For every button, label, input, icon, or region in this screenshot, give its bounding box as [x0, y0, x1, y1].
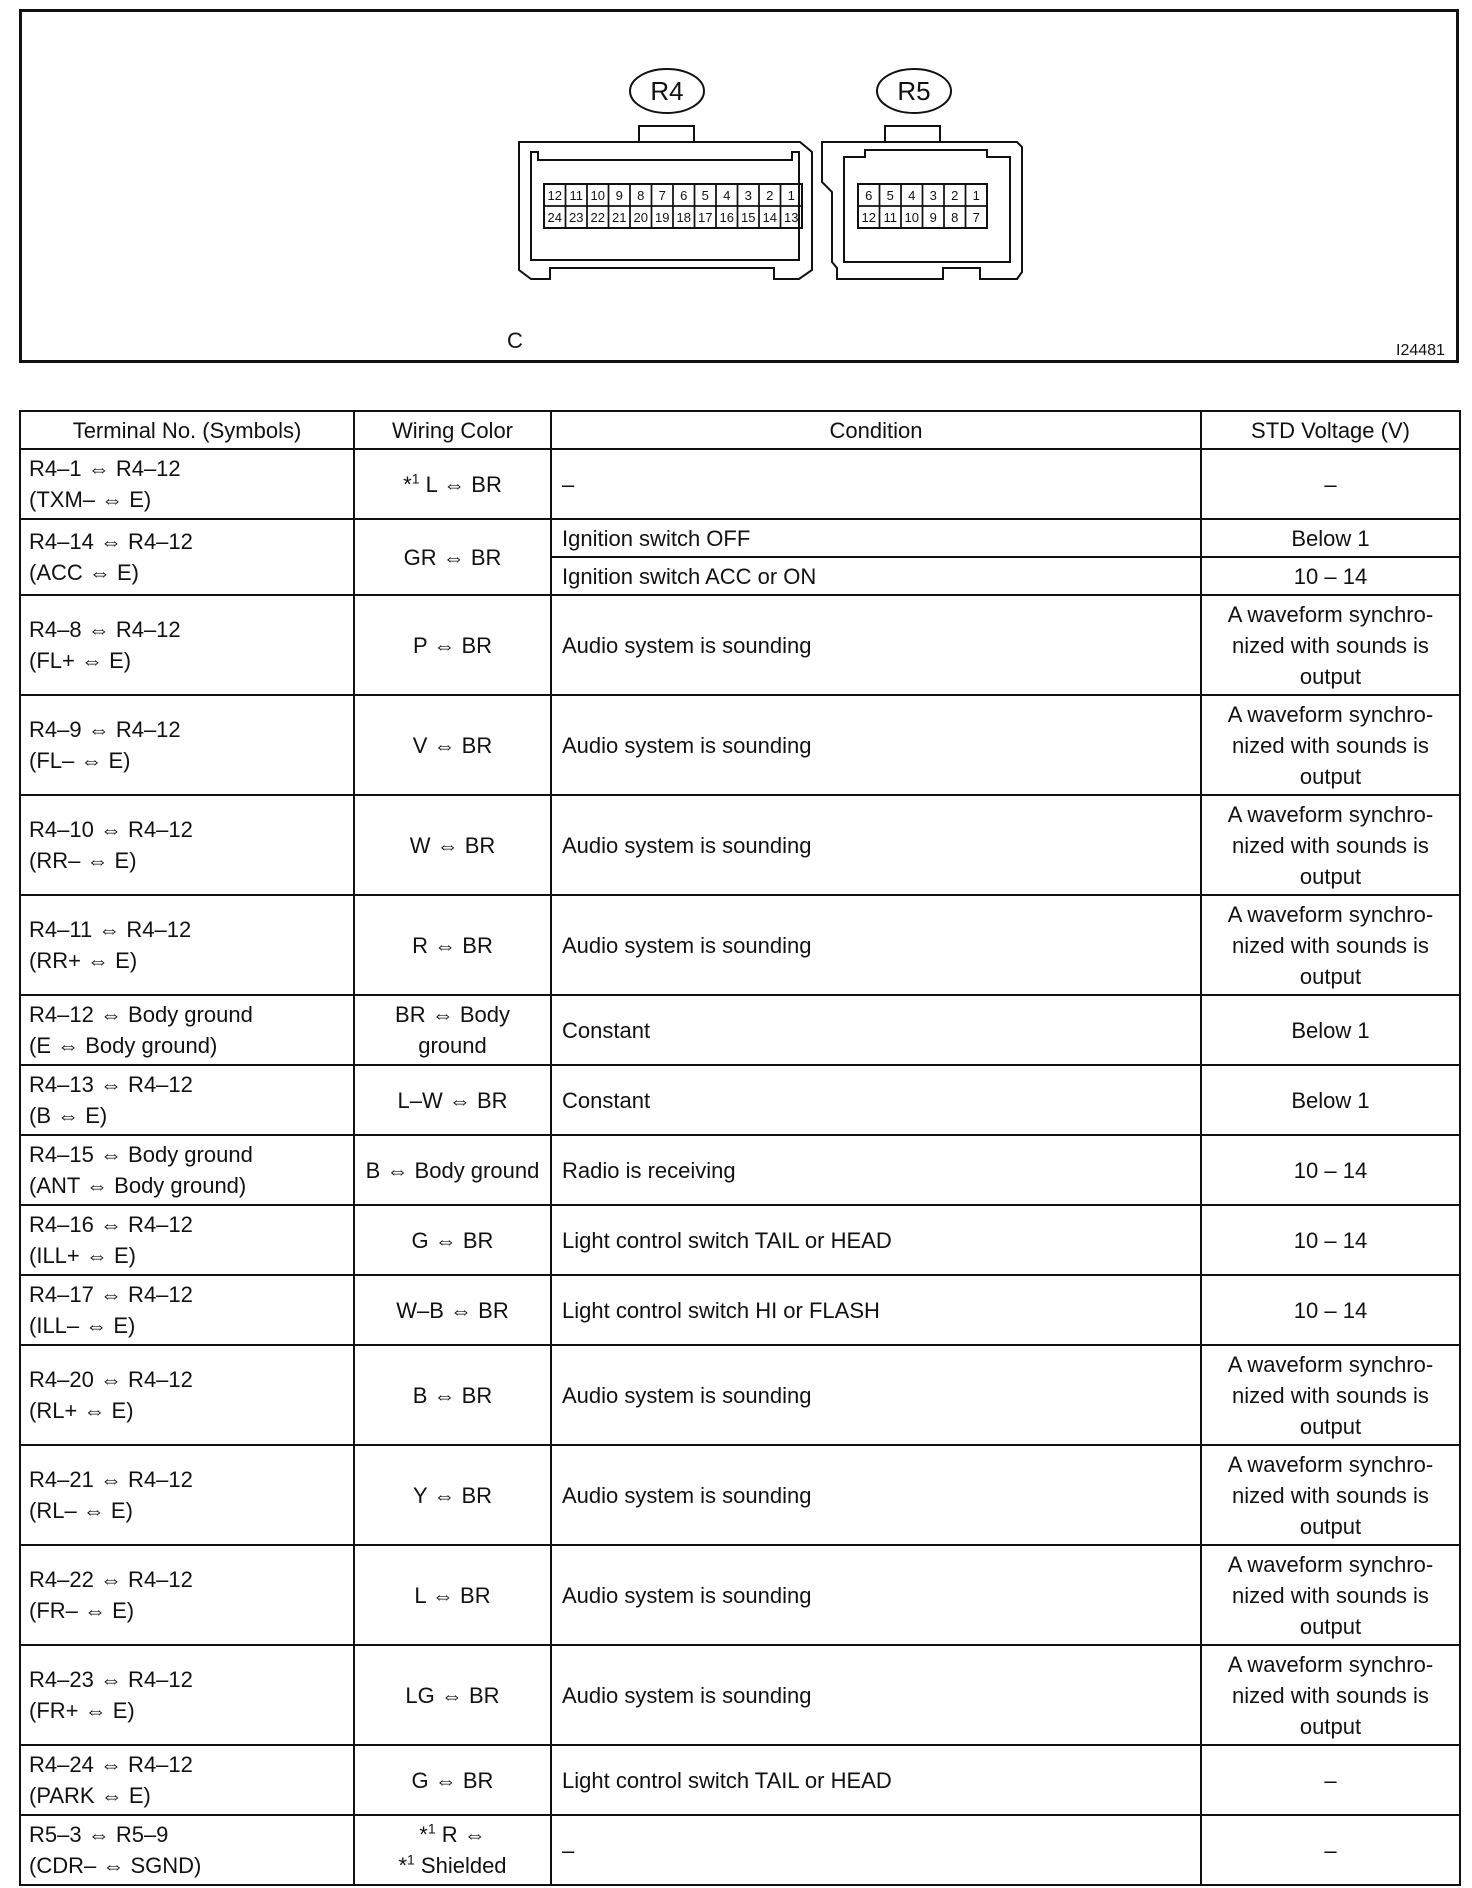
voltage-line: nized with sounds is: [1232, 1682, 1429, 1708]
condition-cell: Constant: [551, 1065, 1201, 1135]
terminal-text: R4–11 ⇔ R4–12: [29, 917, 192, 942]
std-voltage-cell: [1201, 795, 1460, 895]
terminal-cell: [20, 1135, 354, 1205]
pin-number: 6: [680, 188, 688, 203]
pin-number: 8: [951, 210, 959, 225]
terminal-text: R4–16 ⇔ R4–12: [29, 1212, 193, 1237]
pin-number: 2: [951, 188, 959, 203]
pin-number: 22: [590, 210, 605, 225]
condition-cell: Audio system is sounding: [551, 1645, 1201, 1745]
pin-number: 10: [904, 210, 919, 225]
pin-number: 16: [719, 210, 734, 225]
condition-cell: Audio system is sounding: [551, 1345, 1201, 1445]
condition-cell: Radio is receiving: [551, 1135, 1201, 1205]
pin-number: 13: [784, 210, 799, 225]
terminal-text: R4–12 ⇔ Body ground: [29, 1002, 253, 1027]
header-condition: Condition: [551, 411, 1201, 449]
condition-cell: Audio system is sounding: [551, 695, 1201, 795]
terminal-cell: [20, 595, 354, 695]
table-row: [20, 449, 1460, 519]
voltage-line: nized with sounds is: [1232, 832, 1429, 858]
table-row: [20, 1345, 1460, 1445]
terminal-cell: [20, 995, 354, 1065]
pin-number: 6: [865, 188, 873, 203]
std-voltage-cell: [1201, 895, 1460, 995]
voltage-line: output: [1299, 763, 1362, 789]
wiring-color-text: *$^1$ Shielded: [398, 1851, 507, 1878]
terminal-text: (RR– ⇔ E): [29, 848, 137, 873]
pin-number: 3: [744, 188, 752, 203]
terminal-text: R4–14 ⇔ R4–12: [29, 529, 193, 554]
wiring-color-text: G ⇔ BR: [411, 1767, 494, 1793]
condition-cell: Audio system is sounding: [551, 895, 1201, 995]
terminal-text: (FL+ ⇔ E): [29, 648, 132, 673]
condition-cell: Light control switch TAIL or HEAD: [551, 1745, 1201, 1815]
terminal-cell: [20, 795, 354, 895]
condition-cell: Light control switch HI or FLASH: [551, 1275, 1201, 1345]
terminal-text: (FR– ⇔ E): [29, 1598, 135, 1623]
wiring-color-cell: [354, 1275, 551, 1345]
pin-number: 5: [886, 188, 894, 203]
wiring-color-text: *$^1$ R ⇔: [419, 1820, 486, 1847]
pin-number: 11: [569, 188, 583, 203]
terminal-text: (FR+ ⇔ E): [29, 1698, 135, 1723]
voltage-line: A waveform synchro-: [1227, 1351, 1434, 1377]
table-row: [20, 1815, 1460, 1885]
wiring-color-text: BR ⇔ Body: [395, 1002, 510, 1027]
pin-number: 3: [929, 188, 937, 203]
std-voltage-cell: –: [1201, 1745, 1460, 1815]
table-row: [20, 695, 1460, 795]
wiring-color-text: *$^1$ L ⇔ BR: [403, 470, 502, 497]
connector-drawing: [22, 12, 1462, 366]
wiring-color-cell: [354, 795, 551, 895]
condition-cell: Light control switch TAIL or HEAD: [551, 1205, 1201, 1275]
table-row: [20, 1135, 1460, 1205]
terminal-voltage-table: [19, 410, 1461, 1886]
terminal-text: R4–20 ⇔ R4–12: [29, 1367, 193, 1392]
condition-cell: Audio system is sounding: [551, 1545, 1201, 1645]
terminal-text: R4–23 ⇔ R4–12: [29, 1667, 193, 1692]
terminal-cell: [20, 1815, 354, 1885]
std-voltage-cell: [1201, 1445, 1460, 1545]
terminal-cell: [20, 1275, 354, 1345]
wiring-color-text: GR ⇔ BR: [403, 544, 502, 570]
condition-cell: Constant: [551, 995, 1201, 1065]
voltage-line: nized with sounds is: [1232, 1382, 1429, 1408]
wiring-color-text: L ⇔ BR: [414, 1582, 491, 1608]
wiring-color-cell: [354, 519, 551, 595]
terminal-text: (B ⇔ E): [29, 1103, 108, 1128]
wiring-color-text: ground: [418, 1033, 487, 1058]
pin-number: 7: [658, 188, 666, 203]
pin-number: 14: [762, 210, 777, 225]
voltage-line: output: [1299, 1613, 1362, 1639]
header-wiring-color: Wiring Color: [354, 411, 551, 449]
voltage-line: A waveform synchro-: [1227, 1551, 1434, 1577]
terminal-text: (FL– ⇔ E): [29, 748, 131, 773]
terminal-text: R4–10 ⇔ R4–12: [29, 817, 193, 842]
pin-number: 17: [698, 210, 713, 225]
connector-label: R4: [650, 76, 684, 106]
table-row: [20, 895, 1460, 995]
terminal-cell: [20, 895, 354, 995]
pin-number: 21: [612, 210, 627, 225]
pin-number: 10: [590, 188, 605, 203]
terminal-text: R4–21 ⇔ R4–12: [29, 1467, 193, 1492]
wiring-color-text: G ⇔ BR: [411, 1227, 494, 1253]
table-row: [20, 519, 1460, 557]
condition-cell: Ignition switch ACC or ON: [551, 557, 1201, 595]
terminal-text: R4–17 ⇔ R4–12: [29, 1282, 193, 1307]
wiring-color-cell: [354, 1065, 551, 1135]
wiring-color-cell: [354, 449, 551, 519]
std-voltage-cell: [1201, 1545, 1460, 1645]
wiring-color-text: W–B ⇔ BR: [396, 1297, 509, 1323]
std-voltage-cell: –: [1201, 449, 1460, 519]
terminal-text: (ILL– ⇔ E): [29, 1313, 136, 1338]
table-row: [20, 1205, 1460, 1275]
wiring-color-cell: [354, 1645, 551, 1745]
voltage-line: nized with sounds is: [1232, 632, 1429, 658]
wiring-color-cell: [354, 1545, 551, 1645]
wiring-color-cell: [354, 1205, 551, 1275]
diagram-view-label: C: [507, 328, 523, 353]
terminal-text: (RL+ ⇔ E): [29, 1398, 134, 1423]
condition-cell: –: [551, 449, 1201, 519]
voltage-line: A waveform synchro-: [1227, 801, 1434, 827]
table-row: [20, 595, 1460, 695]
voltage-line: nized with sounds is: [1232, 1582, 1429, 1608]
terminal-cell: [20, 519, 354, 595]
condition-cell: Ignition switch OFF: [551, 519, 1201, 557]
connector-r5-latch: [885, 126, 940, 142]
terminal-text: (ACC ⇔ E): [29, 560, 139, 585]
terminal-text: R4–9 ⇔ R4–12: [29, 717, 181, 742]
wiring-color-cell: [354, 895, 551, 995]
voltage-line: nized with sounds is: [1232, 932, 1429, 958]
terminal-cell: [20, 1645, 354, 1745]
std-voltage-cell: [1201, 1645, 1460, 1745]
terminal-cell: [20, 1545, 354, 1645]
voltage-line: A waveform synchro-: [1227, 1451, 1434, 1477]
pin-number: 20: [633, 210, 648, 225]
std-voltage-cell: Below 1: [1201, 1065, 1460, 1135]
std-voltage-cell: [1201, 1345, 1460, 1445]
voltage-line: output: [1299, 1413, 1362, 1439]
terminal-text: (ANT ⇔ Body ground): [29, 1173, 247, 1198]
table-row: [20, 1645, 1460, 1745]
terminal-cell: [20, 695, 354, 795]
std-voltage-cell: –: [1201, 1815, 1460, 1885]
terminal-text: R5–3 ⇔ R5–9: [29, 1822, 169, 1847]
terminal-cell: [20, 1065, 354, 1135]
wiring-color-text: B ⇔ BR: [412, 1382, 493, 1408]
voltage-line: A waveform synchro-: [1227, 601, 1434, 627]
wiring-color-cell: [354, 1815, 551, 1885]
header-std-voltage: STD Voltage (V): [1201, 411, 1460, 449]
wiring-color-cell: [354, 995, 551, 1065]
std-voltage-cell: 10 – 14: [1201, 1135, 1460, 1205]
terminal-text: (RL– ⇔ E): [29, 1498, 133, 1523]
wiring-color-text: L–W ⇔ BR: [397, 1087, 508, 1113]
pin-number: 19: [655, 210, 670, 225]
condition-cell: –: [551, 1815, 1201, 1885]
wiring-color-cell: [354, 595, 551, 695]
wiring-color-cell: [354, 1135, 551, 1205]
pin-number: 12: [861, 210, 876, 225]
std-voltage-cell: 10 – 14: [1201, 557, 1460, 595]
std-voltage-cell: [1201, 595, 1460, 695]
voltage-line: output: [1299, 963, 1362, 989]
terminal-text: R4–13 ⇔ R4–12: [29, 1072, 193, 1097]
terminal-text: (RR+ ⇔ E): [29, 948, 138, 973]
terminal-cell: [20, 1345, 354, 1445]
std-voltage-cell: 10 – 14: [1201, 1205, 1460, 1275]
terminal-text: (E ⇔ Body ground): [29, 1033, 218, 1058]
terminal-cell: [20, 449, 354, 519]
figure-id: I24481: [1396, 342, 1445, 359]
pin-number: 24: [547, 210, 562, 225]
pin-number: 5: [701, 188, 709, 203]
voltage-line: output: [1299, 1513, 1362, 1539]
pin-number: 4: [908, 188, 916, 203]
table-row: [20, 995, 1460, 1065]
condition-cell: Audio system is sounding: [551, 1445, 1201, 1545]
wiring-color-cell: [354, 1745, 551, 1815]
condition-cell: Audio system is sounding: [551, 595, 1201, 695]
table-row: [20, 1065, 1460, 1135]
std-voltage-cell: 10 – 14: [1201, 1275, 1460, 1345]
voltage-line: nized with sounds is: [1232, 732, 1429, 758]
terminal-text: R4–8 ⇔ R4–12: [29, 617, 181, 642]
voltage-line: A waveform synchro-: [1227, 701, 1434, 727]
terminal-text: R4–1 ⇔ R4–12: [29, 456, 181, 481]
wiring-color-text: P ⇔ BR: [412, 632, 493, 658]
connector-label: R5: [897, 76, 931, 106]
table-row: [20, 1275, 1460, 1345]
pin-number: 2: [766, 188, 774, 203]
terminal-cell: [20, 1205, 354, 1275]
wiring-color-text: W ⇔ BR: [409, 832, 496, 858]
terminal-text: R4–24 ⇔ R4–12: [29, 1752, 193, 1777]
table-row: [20, 1745, 1460, 1815]
voltage-line: A waveform synchro-: [1227, 901, 1434, 927]
pin-number: 23: [569, 210, 584, 225]
table-row: [20, 1445, 1460, 1545]
wiring-color-text: LG ⇔ BR: [405, 1682, 500, 1708]
voltage-line: nized with sounds is: [1232, 1482, 1429, 1508]
wiring-color-text: R ⇔ BR: [412, 932, 493, 958]
pin-number: 1: [787, 188, 795, 203]
condition-cell: Audio system is sounding: [551, 795, 1201, 895]
wiring-color-text: V ⇔ BR: [412, 732, 493, 758]
pin-number: 15: [741, 210, 756, 225]
terminal-text: (PARK ⇔ E): [29, 1783, 151, 1808]
pin-number: 7: [972, 210, 980, 225]
table-row: [20, 1545, 1460, 1645]
voltage-line: output: [1299, 663, 1362, 689]
terminal-text: (CDR– ⇔ SGND): [29, 1853, 202, 1878]
std-voltage-cell: [1201, 695, 1460, 795]
connector-diagram: [19, 9, 1459, 363]
pin-number: 8: [637, 188, 645, 203]
wiring-color-text: B ⇔ Body ground: [365, 1157, 540, 1183]
std-voltage-cell: Below 1: [1201, 995, 1460, 1065]
voltage-line: output: [1299, 863, 1362, 889]
terminal-cell: [20, 1745, 354, 1815]
terminal-text: R4–22 ⇔ R4–12: [29, 1567, 193, 1592]
connector-r4-latch: [639, 126, 694, 142]
terminal-text: R4–15 ⇔ Body ground: [29, 1142, 253, 1167]
pin-number: 9: [615, 188, 623, 203]
table-header-row: [20, 411, 1460, 449]
terminal-text: (ILL+ ⇔ E): [29, 1243, 136, 1268]
pin-number: 12: [547, 188, 562, 203]
pin-number: 1: [972, 188, 980, 203]
wiring-color-cell: [354, 1345, 551, 1445]
pin-number: 18: [676, 210, 691, 225]
wiring-color-text: Y ⇔ BR: [412, 1482, 493, 1508]
pin-number: 4: [723, 188, 731, 203]
wiring-color-cell: [354, 1445, 551, 1545]
table-row: [20, 795, 1460, 895]
voltage-line: output: [1299, 1713, 1362, 1739]
terminal-cell: [20, 1445, 354, 1545]
pin-number: 11: [883, 210, 897, 225]
wiring-color-cell: [354, 695, 551, 795]
header-terminal: Terminal No. (Symbols): [20, 411, 354, 449]
terminal-text: (TXM– ⇔ E): [29, 487, 152, 512]
pin-number: 9: [929, 210, 937, 225]
std-voltage-cell: Below 1: [1201, 519, 1460, 557]
voltage-line: A waveform synchro-: [1227, 1651, 1434, 1677]
